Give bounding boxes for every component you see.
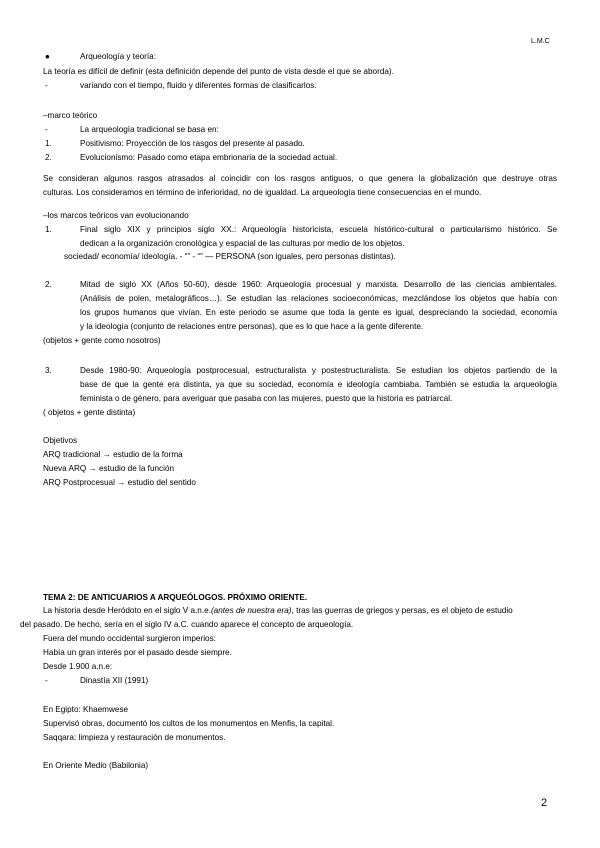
paragraph-line: culturas. Los consideramos en término de inferioridad, no de igualdad. La arqueología tiene consecuencias en el mundo. bbox=[43, 188, 482, 197]
list-number: 1. bbox=[45, 225, 52, 234]
list-number: 2. bbox=[45, 153, 52, 162]
text-line: Dinastía XII (1991) bbox=[80, 676, 149, 685]
list-item-line: feminista o de género, para averiguar que pasaba con las mujeres, puesto que la historia es patriarcal. bbox=[80, 394, 453, 403]
list-item-line: Final siglo XIX y principios siglo XX.: Arqueología historicista, escuela histórico-cultural o particularismo histórico. Se bbox=[80, 225, 557, 234]
list-item: Positivismo: Proyección de los rasgos del presente al pasado. bbox=[80, 139, 305, 148]
text-line: Supervisó obras, documentó los cultos de los monumentos en Menfis, la capital. bbox=[43, 719, 335, 728]
objetivos-heading: Objetivos bbox=[43, 436, 78, 445]
paragraph-line: del pasado. De hecho, sería en el siglo IV a.C. cuando aparece el concepto de arqueología. bbox=[20, 620, 354, 629]
dash-marker: - bbox=[45, 81, 48, 90]
list-item-line: Desde 1980-90: Arqueología postprocesual, estructuralista y postestructuralista. Se estudian los objetos partiendo de la bbox=[80, 366, 557, 375]
objetivo-line: ARQ Postprocesual → estudio del sentido bbox=[43, 478, 196, 487]
paragraph-line bbox=[43, 605, 513, 616]
subheading-marcos-evolucionando: –los marcos teóricos van evolucionando bbox=[43, 211, 189, 220]
tema2-title: TEMA 2: DE ANTICUARIOS A ARQUEÓLOGOS. PRÓXIMO ORIENTE. bbox=[43, 593, 308, 602]
paragraph-segment-italic: (antes de nuestra era) bbox=[210, 606, 292, 615]
subheading-marco-teorico: –marco teórico bbox=[43, 111, 98, 120]
note-line: (objetos + gente como nosotros) bbox=[43, 336, 161, 345]
page-number: 2 bbox=[541, 797, 548, 809]
list-number: 1. bbox=[45, 139, 52, 148]
subheading-egipto: En Egipto: Khaemwese bbox=[43, 705, 129, 714]
note-line: ( objetos + gente distinta) bbox=[43, 408, 136, 417]
paragraph-segment: , tras las guerras de griegos y persas, es el objeto de estudio bbox=[291, 606, 513, 615]
text-line: La arqueología tradicional se basa en: bbox=[80, 125, 219, 134]
text-line: Fuera del mundo occidental surgieron imperios: bbox=[43, 634, 216, 643]
list-item-line: y la ideología (conjunto de relaciones entre personas), que es lo que hace a la gente diferente. bbox=[80, 322, 424, 331]
text-line: Había un gran interés por el pasado desde siempre. bbox=[43, 648, 232, 657]
objetivo-line: Nueva ARQ → estudio de la función bbox=[43, 464, 175, 473]
text-line: variando con el tiempo, fluido y diferentes formas de clasificarlos. bbox=[80, 81, 317, 90]
list-item: Evolucionismo: Pasado como etapa embrionaria de la sociedad actual. bbox=[80, 153, 338, 162]
text-line: La teoría es difícil de definir (esta definición depende del punto de vista desde el que se aborda). bbox=[43, 67, 394, 76]
list-item-line: los grupos humanos que vivían. En este periodo se asume que toda la gente es igual, despreciando la sociedad, economía bbox=[80, 308, 557, 317]
objetivo-line: ARQ tradicional → estudio de la forma bbox=[43, 450, 183, 459]
subheading-oriente-medio: En Oriente Medio (Babilonia) bbox=[43, 761, 149, 770]
list-item-line: sociedad/ economía/ ideología. - “” - “” — PERSONA (son iguales, pero personas distintas). bbox=[64, 252, 396, 261]
list-item-line: Mitad de siglo XX (Años 50-60), desde 1960: Arqueología procesual y marxista. Desarrollo de las ciencias ambientales. bbox=[80, 280, 557, 289]
section-heading-arqueologia-teoria: Arqueología y teoría: bbox=[80, 52, 157, 61]
text-line: Saqqara: limpieza y restauración de monumentos. bbox=[43, 733, 226, 742]
paragraph-segment: La historia desde Heródoto en el siglo V a.n.e. bbox=[43, 606, 211, 615]
dash-marker: - bbox=[45, 125, 48, 134]
list-item-line: (Análisis de polen, metalográficos…). Se estudian las relaciones socioeconómicas, mezclándose los objetos que había con bbox=[80, 294, 557, 303]
list-item-line: base de que la gente era distinta, ya que su sociedad, economía e ideología cambiaba. También se estudia la arqueología bbox=[80, 380, 557, 389]
list-number: 3. bbox=[45, 366, 52, 375]
text-line: Desde 1.900 a.n.e: bbox=[43, 662, 113, 671]
header-initials: L.M.C bbox=[531, 38, 550, 45]
list-number: 2. bbox=[45, 280, 52, 289]
paragraph-line: Se consideran algunos rasgos atrasados al coincidir con los rasgos antiguos, o que genera la globalización que destruye otras bbox=[43, 174, 557, 183]
list-item-line: dedican a la organización cronológica y espacial de las culturas por medio de los objetos. bbox=[80, 239, 405, 248]
bullet-marker: ● bbox=[45, 52, 50, 61]
dash-marker: - bbox=[45, 676, 48, 685]
